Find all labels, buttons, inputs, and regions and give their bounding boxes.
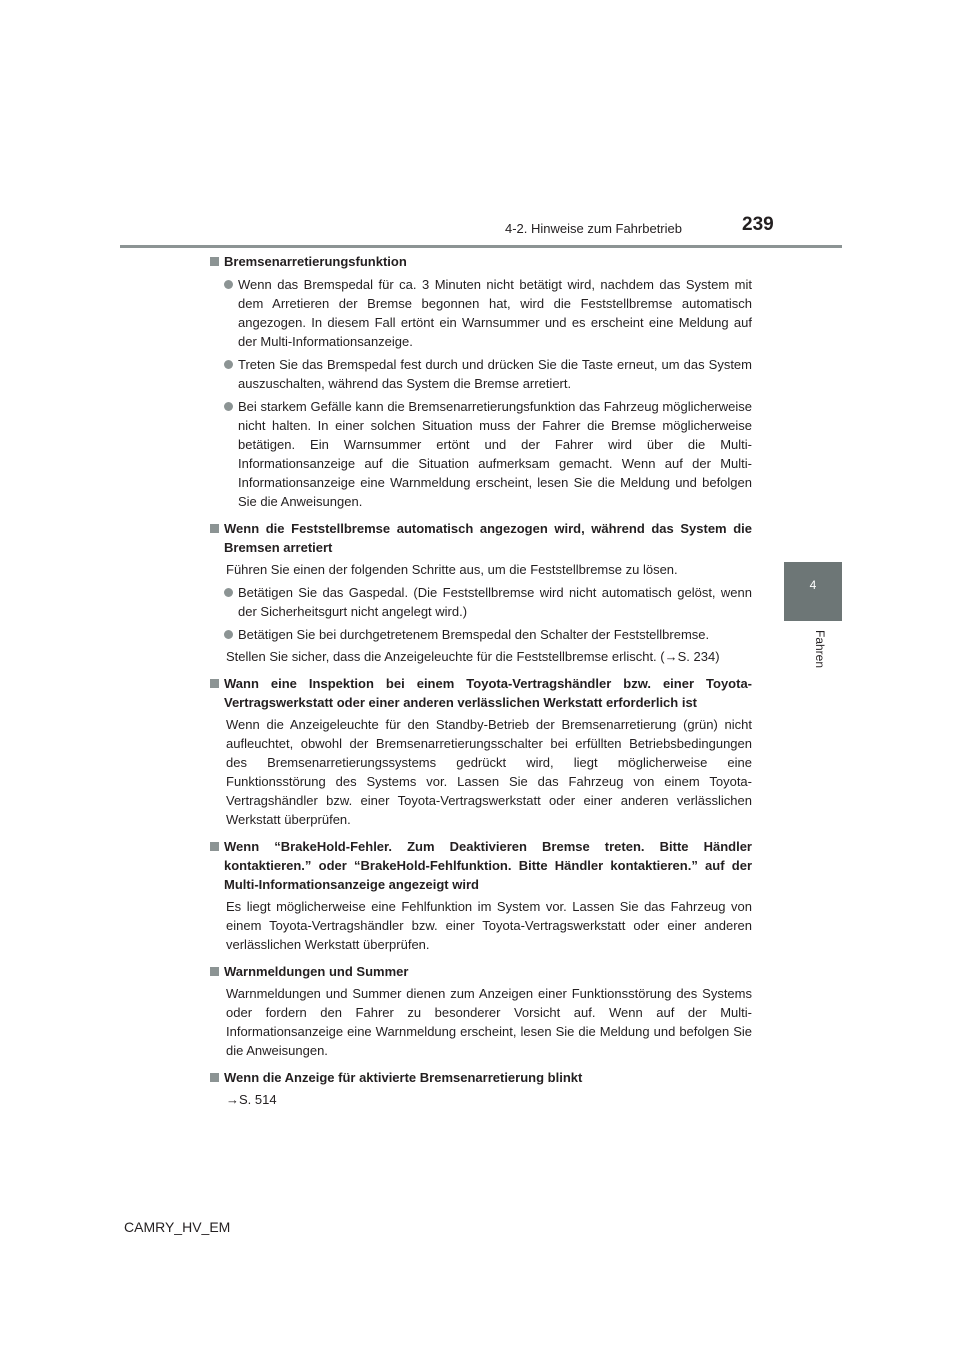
section-heading: Warnmeldungen und Summer [210,962,752,981]
square-bullet-icon [210,524,219,533]
round-bullet-icon [224,402,233,411]
section-heading: Bremsenarretierungsfunktion [210,252,752,271]
round-bullet-icon [224,280,233,289]
section-heading: Wenn die Anzeige für aktivierte Bremsenarretierung blinkt [210,1068,752,1087]
section-indicator-blinks [210,1068,752,1109]
section-parking-brake-applied [210,519,752,666]
header-section-title: 4-2. Hinweise zum Fahrbetrieb [504,221,682,236]
section-inspection-required [210,674,752,829]
section-heading: Wenn die Feststellbremse automatisch angezogen wird, während das System die Bremsen arretiert [210,519,752,557]
list-item: Bei starkem Gefälle kann die Bremsenarretierungsfunktion das Fahrzeug möglicherweise nicht halten. In einer solchen Situation muss der Fahrer die Bremse möglicherweise betätigen. Ein Warnsummer ertönt und der Fahrer wird über die Multi-Informationsanzeige auf die Situation aufmerksam gemacht. Wenn auf der Multi-Informationsanzeige eine Warnmeldung erscheint, lesen Sie die Meldung und befolgen Sie die Anweisungen. [210,397,752,511]
section-brakehold-error [210,837,752,954]
page-reference: →S. 514 [226,1092,277,1107]
section-text: Es liegt möglicherweise eine Fehlfunktion im System vor. Lassen Sie das Fahrzeug von einem Toyota-Vertragshändler bzw. einer Toyota-Vertragswerkstatt oder einer anderen verlässlichen Werkstatt überprüfen. [226,899,752,952]
square-bullet-icon [210,967,219,976]
round-bullet-icon [224,360,233,369]
list-item: Betätigen Sie das Gaspedal. (Die Feststellbremse wird nicht automatisch gelöst, wenn der Sicherheitsgurt nicht angelegt wird.) [210,583,752,621]
page-content [210,252,752,1117]
square-bullet-icon [210,842,219,851]
square-bullet-icon [210,679,219,688]
section-text: Warnmeldungen und Summer dienen zum Anzeigen einer Funktionsstörung des Systems oder fordern den Fahrer zu besonderer Vorsicht auf. Wenn auf der Multi-Informationsanzeige eine Warnmeldung erscheint, lesen Sie die Meldung und befolgen Sie die Anweisungen. [226,986,752,1058]
footer-model-code: CAMRY_HV_EM [124,1219,231,1235]
section-brake-hold-function [210,252,752,511]
round-bullet-icon [224,588,233,597]
section-text: Wenn die Anzeigeleuchte für den Standby-Betrieb der Bremsenarretierung (grün) nicht aufleuchtet, obwohl der Bremsenarretierungsschalter bei erfüllten Betriebsbedingungen des Bremsenarretierungssystems gedrückt wird, liegt möglicherweise eine Funktionsstörung des Systems vor. Lassen Sie das Fahrzeug von einem Toyota-Vertragshändler bzw. einer Toyota-Vertragswerkstatt oder einer anderen verlässlichen Werkstatt überprüfen. [226,717,752,827]
chapter-tab-label: Fahren [813,630,827,669]
section-heading: Wann eine Inspektion bei einem Toyota-Vertragshändler bzw. einer Toyota-Vertragswerkstatt oder einer anderen verlässlichen Werkstatt erforderlich ist [210,674,752,712]
page-number: 239 [742,214,774,235]
square-bullet-icon [210,257,219,266]
section-intro: Führen Sie einen der folgenden Schritte aus, um die Feststellbremse zu lösen. [226,562,678,577]
list-item: Treten Sie das Bremspedal fest durch und drücken Sie die Taste erneut, um das System auszuschalten, während das System die Bremse arretiert. [210,355,752,393]
list-item: Betätigen Sie bei durchgetretenem Bremspedal den Schalter der Feststellbremse. [210,625,752,644]
round-bullet-icon [224,630,233,639]
section-outro: Stellen Sie sicher, dass die Anzeigeleuchte für die Feststellbremse erlischt. (→S. 234) [226,649,720,664]
section-heading: Wenn “BrakeHold-Fehler. Zum Deaktivieren Bremse treten. Bitte Händler kontaktieren.” oder “BrakeHold-Fehlfunktion. Bitte Händler kontaktieren.” auf der Multi-Informationsanzeige angezeigt wird [210,837,752,894]
section-warnings-buzzer [210,962,752,1060]
header-rule [120,245,842,248]
square-bullet-icon [210,1073,219,1082]
chapter-tab-number: 4 [809,578,817,592]
list-item: Wenn das Bremspedal für ca. 3 Minuten nicht betätigt wird, nachdem das System mit dem Arretieren der Bremse begonnen hat, wird die Feststellbremse automatisch angezogen. In diesem Fall ertönt ein Warnsummer und es erscheint eine Meldung auf der Multi-Informationsanzeige. [210,275,752,351]
